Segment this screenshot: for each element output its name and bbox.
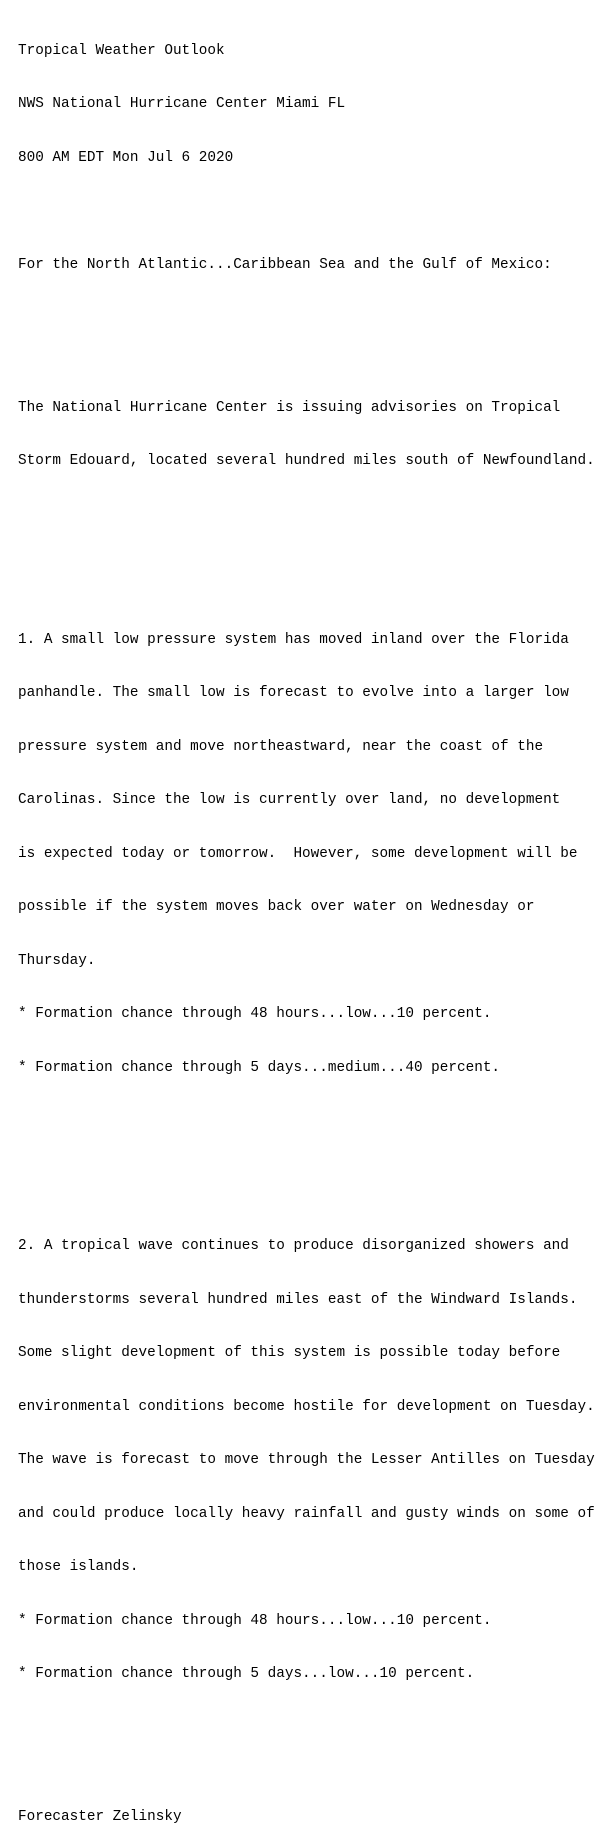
- advisory-paragraph: [18, 364, 602, 507]
- system-2-chance-48h: * Formation chance through 48 hours...low...10 percent.: [18, 1612, 492, 1629]
- system-1-line: 1. A small low pressure system has moved inland over the Florida: [18, 631, 569, 648]
- system-1-paragraph: [18, 596, 602, 1113]
- system-2-line: The wave is forecast to move through the Lesser Antilles on Tuesday: [18, 1452, 595, 1469]
- system-1-line: is expected today or tomorrow. However, some development will be: [18, 845, 578, 862]
- issuing-office: NWS National Hurricane Center Miami FL: [18, 96, 346, 113]
- system-1-line: Thursday.: [18, 952, 96, 969]
- forecaster-signoff: Forecaster Zelinsky: [18, 1809, 182, 1826]
- spacer: [18, 310, 602, 328]
- system-2-chance-5d: * Formation chance through 5 days...low...10 percent.: [18, 1666, 475, 1683]
- tropical-weather-outlook: [18, 7, 602, 1845]
- spacer: [18, 1756, 602, 1774]
- system-1-line: possible if the system moves back over water on Wednesday or: [18, 899, 535, 916]
- system-2-line: and could produce locally heavy rainfall and gusty winds on some of: [18, 1505, 595, 1522]
- outlook-title: Tropical Weather Outlook: [18, 42, 225, 59]
- issue-time: 800 AM EDT Mon Jul 6 2020: [18, 149, 234, 166]
- advisory-line: The National Hurricane Center is issuing advisories on Tropical: [18, 399, 561, 416]
- system-1-line: panhandle. The small low is forecast to evolve into a larger low: [18, 685, 569, 702]
- system-2-line: Some slight development of this system is possible today before: [18, 1345, 561, 1362]
- system-1-chance-5d: * Formation chance through 5 days...medium...40 percent.: [18, 1059, 501, 1076]
- system-2-paragraph: [18, 1203, 602, 1720]
- spacer: [18, 1149, 602, 1167]
- advisory-line: Storm Edouard, located several hundred miles south of Newfoundland.: [18, 453, 595, 470]
- system-1-line: Carolinas. Since the low is currently over land, no development: [18, 792, 561, 809]
- region-statement: For the North Atlantic...Caribbean Sea and the Gulf of Mexico:: [18, 256, 552, 273]
- spacer: [18, 203, 602, 221]
- system-2-line: 2. A tropical wave continues to produce disorganized showers and: [18, 1238, 569, 1255]
- system-1-chance-48h: * Formation chance through 48 hours...low...10 percent.: [18, 1006, 492, 1023]
- system-2-line: those islands.: [18, 1559, 139, 1576]
- system-1-line: pressure system and move northeastward, near the coast of the: [18, 738, 544, 755]
- system-2-line: environmental conditions become hostile for development on Tuesday.: [18, 1398, 595, 1415]
- system-2-line: thunderstorms several hundred miles east of the Windward Islands.: [18, 1291, 578, 1308]
- spacer: [18, 542, 602, 560]
